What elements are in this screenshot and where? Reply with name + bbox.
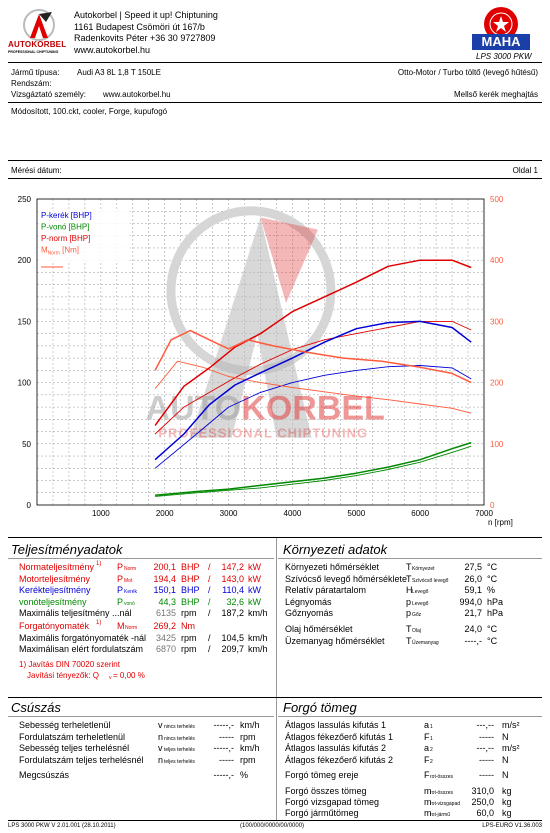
perf-separator: / (208, 585, 211, 595)
perf-symbol: P (117, 562, 124, 572)
mass-symbol-sub: rot-vizsgapad (430, 801, 461, 807)
mass-symbol-sub: 1 (430, 735, 433, 742)
slip-value: -----,- (213, 743, 234, 753)
maha-logo (470, 6, 532, 50)
slip-value: ----- (219, 754, 234, 765)
mass-label: Forgó tömeg ereje (285, 770, 359, 780)
slip-symbol: v (158, 743, 163, 753)
perf-separator: / (208, 596, 211, 607)
mass-unit: N (502, 770, 509, 780)
mass-value: 250,0 (471, 797, 494, 807)
mass-unit: kg (502, 785, 512, 796)
perf-symbol: P (117, 596, 124, 607)
env-label: Relatív páratartalom (285, 585, 367, 595)
mass-label: Átlagos fékezőerő kifutás 1 (285, 731, 394, 742)
slip-unit: rpm (240, 754, 256, 765)
page-number: Oldal 1 (512, 166, 538, 175)
company-name: Autokorbel | Speed it up! Chiptuning (74, 10, 218, 20)
y-right-tick-label: 400 (490, 256, 504, 266)
perf-symbol: P (117, 573, 124, 584)
perf-value-1: 194,4 (153, 573, 176, 584)
mass-label: Átlagos lassulás kifutás 1 (285, 720, 387, 730)
y-right-tick-label: 200 (490, 378, 504, 388)
torque-label: Forgatónyomaték (19, 621, 90, 631)
perf-value-2: 110,4 (222, 585, 244, 595)
logo-text: AUTOKORBEL (8, 40, 67, 49)
mass-symbol: m (424, 785, 432, 796)
chart-watermark (146, 211, 385, 441)
y-left-tick-label: 250 (17, 195, 31, 204)
env-symbol-sub: Olaj (412, 628, 421, 634)
slip-label: Fordulatszám terheletlenül (19, 731, 126, 742)
env-symbol-sub: Környezet (412, 566, 435, 572)
din-note: 1) Javítás DIN 70020 szerint (19, 660, 120, 669)
perf-unit-2: kW (248, 562, 261, 572)
vehicle-type-value: Audi A3 8L 1,8 T 150LE (77, 68, 161, 77)
env-symbol: T (406, 624, 412, 634)
chart-curves (155, 260, 471, 496)
x-tick-label: 5000 (347, 509, 366, 518)
perf-value-1: 150,1 (153, 585, 176, 595)
x-tick-label: 4000 (283, 509, 302, 518)
perf-unit-2: kW (248, 596, 261, 607)
footer-euro-version: LPS-EURO V1.36.003 (482, 823, 542, 829)
mass-symbol: m (424, 808, 432, 818)
slip-unit: km/h (240, 720, 260, 730)
perf-value-2: 32,6 (226, 596, 244, 607)
examiner-label: Vizsgáztató személy: (11, 90, 86, 99)
env-unit: hPa (487, 608, 504, 618)
torque-unit-1: rpm (181, 644, 197, 654)
autokorbel-logo (8, 8, 70, 54)
y-right-tick-label: 100 (490, 439, 504, 449)
y-right-tick-label: 0 (490, 501, 495, 510)
perf-label: Normateljesítmény (19, 562, 95, 572)
torque-label: Maximális forgatónyomaték -nál (19, 632, 147, 643)
mass-label: Átlagos lassulás kifutás 2 (285, 743, 387, 753)
mass-label: Forgó járműtömeg (285, 808, 359, 818)
company-contact: Radenkovits Péter +36 30 9727809 (74, 33, 216, 43)
y-left-tick-label: 200 (17, 256, 31, 266)
torque-value-1: 6870 (155, 644, 176, 654)
mass-symbol: a (424, 743, 430, 753)
slip-symbol: n (158, 731, 164, 742)
perf-unit-1: BHP (181, 585, 200, 595)
torque-symbol: M (117, 621, 125, 631)
slip-value: ----- (219, 731, 234, 742)
slip-title: Csúszás (11, 700, 61, 715)
mass-unit: kg (502, 797, 512, 807)
env-symbol: H (406, 585, 413, 595)
legend-entry: $M_{Norm}$ [Nm] (41, 245, 80, 257)
env-symbol-sub: Üzemanyag (412, 639, 439, 646)
mass-value: ---,-- (476, 720, 494, 730)
slip-symbol-sub: nincs terhelés (164, 724, 195, 730)
env-label: Olaj hőmérséklet (285, 624, 353, 634)
mass-unit: N (502, 754, 509, 765)
x-tick-label: 1000 (91, 509, 110, 518)
torque-separator: / (208, 632, 211, 643)
perf-symbol: P (117, 585, 124, 595)
slip-label: Sebesség terheletlenül (19, 720, 111, 730)
x-tick-label: 3000 (219, 509, 238, 518)
mass-symbol: F (424, 770, 430, 780)
x-tick-label: 2000 (155, 509, 174, 518)
env-label: Szívócső levegő hőmérséklete (285, 573, 408, 584)
slip-unit: km/h (240, 743, 260, 753)
series-line (155, 443, 471, 496)
correction-factor-value: = 0,00 % (113, 671, 145, 680)
mass-symbol: m (424, 797, 432, 807)
perf-value-1: 200,1 (153, 562, 176, 572)
mass-unit: N (502, 731, 509, 742)
torque-unit-2: km/h (248, 632, 268, 643)
perf-symbol-sub: Mot (124, 577, 133, 584)
mass-symbol-sub: rot-összes (430, 774, 454, 780)
env-unit: °C (487, 562, 498, 572)
slip-symbol-sub: teljes terhelés (164, 747, 195, 753)
torque-value-1: 269,2 (153, 621, 176, 631)
env-label: Gőznyomás (285, 608, 334, 618)
slip-unit: rpm (240, 731, 256, 742)
slip-label: Fordulatszám teljes terhelésnél (19, 754, 144, 765)
torque-value-2: 209,7 (221, 644, 244, 654)
env-label: Környezeti hőmérséklet (285, 562, 380, 572)
slip-label: Megcsúszás (19, 770, 70, 780)
perf-symbol-sub: Norm (124, 566, 137, 572)
mass-unit: kg (502, 808, 512, 818)
drive-type: Mellső kerék meghajtás (453, 90, 538, 99)
env-value: 27,5 (464, 562, 482, 572)
mass-value: ----- (479, 731, 494, 742)
power-chart (0, 180, 550, 535)
mass-label: Átlagos fékezőerő kifutás 2 (285, 754, 394, 765)
env-symbol: T (406, 562, 412, 572)
perf-value-2: 143,0 (221, 573, 244, 584)
reference-curve (155, 446, 471, 496)
torque-value-2: 104,5 (221, 632, 244, 643)
env-value: 24,0 (464, 624, 482, 634)
mass-value: ---,-- (476, 743, 494, 753)
torque-value-1: 3425 (155, 632, 176, 643)
company-info (74, 10, 218, 56)
company-web: www.autokorbel.hu (74, 44, 151, 55)
vehicle-type-label: Jármű típusa: (11, 68, 60, 77)
env-symbol-sub: Levegő (412, 600, 429, 607)
mass-symbol: a (424, 720, 430, 730)
env-unit: hPa (487, 596, 504, 607)
footer-version: LPS 3000 PKW V 2.01.001 (28.10.2011) (8, 823, 116, 829)
mass-value: 310,0 (471, 785, 494, 796)
slip-symbol-sub: teljes terhelés (164, 758, 195, 765)
legend-entry: P-kerék [BHP] (41, 211, 92, 220)
perf-separator: / (208, 562, 211, 572)
env-symbol-sub: Levegő (412, 589, 429, 595)
slip-unit: % (240, 770, 249, 780)
watermark-subtext: PROFESSIONAL CHIPTUNING (158, 425, 369, 441)
perf-symbol-sub: vonó (124, 600, 135, 607)
torque-unit-1: rpm (181, 632, 197, 643)
env-symbol: T (406, 573, 412, 584)
x-tick-label: 6000 (411, 509, 430, 518)
y-left-tick-label: 150 (17, 317, 31, 327)
env-symbol: T (406, 635, 412, 646)
perf-separator: / (208, 608, 211, 618)
env-value: 59,1 (464, 585, 482, 595)
perf-separator: / (208, 573, 211, 584)
env-value: 26,0 (464, 573, 482, 584)
mass-label: Forgó összes tömeg (285, 785, 367, 796)
slip-symbol: v (158, 720, 163, 730)
footer-code: (100/000/0000/00/0000) (240, 823, 305, 829)
env-symbol: p (406, 596, 412, 607)
slip-label: Sebesség teljes terhelésnél (19, 743, 130, 753)
env-label: Légnyomás (285, 596, 332, 607)
mass-symbol: F (424, 754, 430, 765)
perf-label: Motorteljesítmény (19, 573, 91, 584)
slip-value: -----,- (213, 770, 234, 780)
mass-symbol-sub: rot-jármű (430, 812, 451, 818)
env-symbol-sub: Gőz (412, 612, 422, 618)
legend-entry: P-norm [BHP] (41, 234, 91, 243)
product-label: LPS 3000 PKW (476, 52, 532, 61)
mass-symbol-sub: rot-összes (430, 789, 454, 796)
engine-type: Otto-Motor / Turbo töltő (levegő hűtésű) (397, 68, 538, 77)
slip-symbol: n (158, 754, 164, 765)
perf-value-2: 187,2 (221, 608, 244, 618)
torque-note-ref: 1) (96, 620, 102, 626)
perf-label: vonóteljesítmény (19, 596, 87, 607)
mass-title: Forgó tömeg (283, 700, 357, 715)
perf-unit-2: km/h (248, 608, 268, 618)
perf-unit-1: BHP (181, 573, 200, 584)
performance-title: Teljesítményadatok (11, 542, 123, 557)
mass-label: Forgó vizsgapad tömeg (285, 797, 380, 807)
mass-unit: m/s² (502, 720, 520, 730)
env-value: 21,7 (464, 608, 482, 618)
x-tick-label: 7000 (475, 509, 493, 518)
perf-note-ref: 1) (96, 561, 102, 567)
slip-value: -----,- (213, 720, 234, 730)
perf-symbol-sub: Kerék (124, 589, 138, 595)
perf-unit-2: kW (248, 585, 261, 595)
y-left-tick-label: 50 (22, 439, 31, 449)
perf-value-1: 6135 (155, 608, 176, 618)
modifications: Módosított, 100.ckt, cooler, Forge, kupufogó (11, 107, 168, 116)
y-left-tick-label: 0 (26, 501, 31, 510)
watermark-text: AUTOKORBEL (145, 389, 385, 428)
perf-value-2: 147,2 (221, 562, 244, 572)
x-axis-label: n [rpm] (488, 518, 513, 527)
mass-symbol-sub: 2 (430, 758, 433, 765)
maha-text: MAHA (481, 34, 521, 49)
perf-unit-1: rpm (181, 608, 197, 618)
torque-symbol-sub: Norm (125, 625, 138, 631)
perf-unit-1: BHP (181, 596, 200, 607)
env-unit: °C (487, 635, 498, 646)
mass-symbol-sub: 2 (430, 747, 433, 753)
mass-value: ----- (479, 754, 494, 765)
env-unit: % (487, 585, 496, 595)
company-address: 1161 Budapest Csömöri út 167/b (74, 21, 205, 32)
environment-title: Környezeti adatok (283, 542, 388, 557)
examiner-value: www.autokorbel.hu (103, 90, 171, 99)
chart-legend (38, 209, 130, 267)
perf-unit-1: BHP (181, 562, 200, 572)
env-symbol-sub: Szívócső levegő (412, 577, 449, 584)
mass-value: 60,0 (476, 808, 494, 818)
mass-symbol: F (424, 731, 430, 742)
mass-value: ----- (479, 770, 494, 780)
perf-value-1: 44,3 (158, 596, 176, 607)
perf-label: Maximális teljesítmény ...nál (19, 608, 132, 618)
y-right-tick-label: 300 (490, 317, 504, 327)
env-symbol: p (406, 608, 412, 618)
correction-factor-sub: v (109, 675, 112, 681)
date-label: Mérési dátum: (11, 166, 62, 175)
mass-unit: m/s² (502, 743, 520, 753)
torque-label: Maximálisan elért fordulatszám (19, 644, 144, 654)
logo-subtext: PROFESSIONAL CHIPTUNING (8, 50, 59, 54)
torque-unit-1: Nm (181, 621, 195, 631)
env-unit: °C (487, 624, 498, 634)
y-right-tick-label: 500 (490, 195, 504, 204)
y-left-tick-label: 100 (17, 378, 31, 388)
correction-factor: Javítási tényezők: Q (27, 671, 100, 680)
perf-unit-2: kW (248, 573, 261, 584)
plate-label: Rendszám: (11, 79, 52, 88)
legend-entry: P-vonó [BHP] (41, 222, 90, 232)
env-unit: °C (487, 573, 498, 584)
perf-label: Kerékteljesítmény (19, 585, 91, 595)
env-value: ----,- (464, 635, 482, 646)
slip-symbol-sub: nincs terhelés (164, 735, 195, 742)
mass-symbol-sub: 1 (430, 724, 433, 730)
torque-unit-2: km/h (248, 644, 268, 654)
torque-separator: / (208, 644, 211, 654)
env-label: Üzemanyag hőmérséklet (285, 635, 385, 646)
env-value: 994,0 (459, 596, 482, 607)
